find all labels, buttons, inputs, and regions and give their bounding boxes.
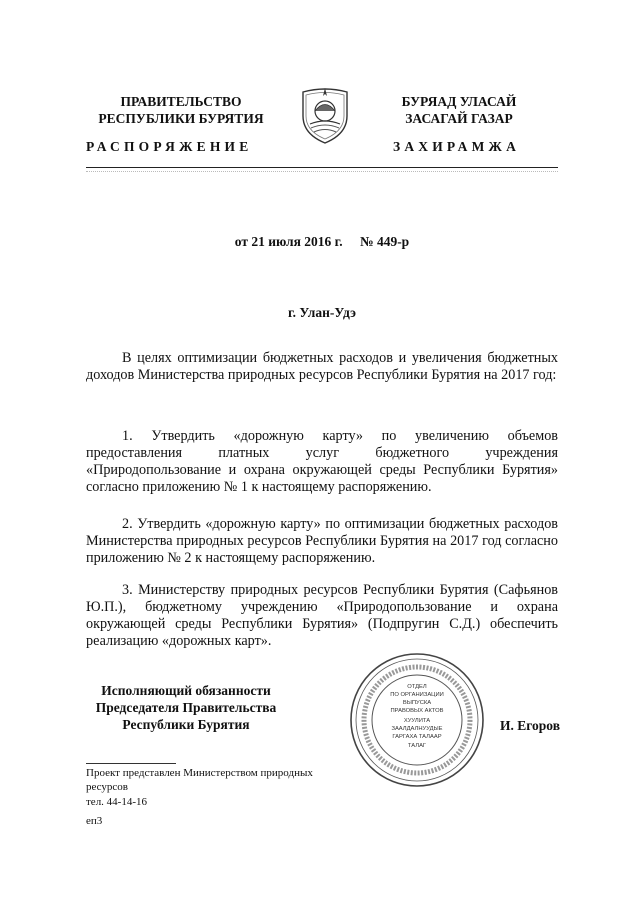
doctype-left: РАСПОРЯЖЕНИЕ	[86, 139, 253, 154]
stamp-line1: ОТДЕЛ	[407, 684, 427, 690]
stamp-line8: ТАЛАГ	[407, 743, 427, 749]
document-date: от 21 июля 2016 г.	[234, 234, 343, 249]
item-1-paragraph: 1. Утвердить «дорожную карту» по увеличению объемов предоставления платных услуг бюджетного учреждения «Природопользование и охрана окружающей среды Республики Бурятия» согласно приложению № 1 к настоящему распоряжению.	[86, 428, 558, 495]
footer-code: еп3	[86, 815, 103, 827]
signature-title-line2: Председателя Правительства	[95, 700, 277, 715]
document-city: г. Улан-Удэ	[288, 305, 356, 320]
doctype-right: ЗАХИРАМЖА	[393, 139, 521, 154]
signature-title	[86, 682, 286, 733]
header-left-block	[86, 93, 276, 127]
signature-title-line3: Республики Бурятия	[122, 717, 250, 732]
coat-of-arms-icon	[298, 84, 352, 146]
item-2-paragraph: 2. Утвердить «дорожную карту» по оптимизации бюджетных расходов Министерства природных ресурсов Республики Бурятия на 2017 год согласно приложению № 2 к настоящему распоряжению.	[86, 516, 558, 566]
stamp-line5: ХУУЛИТА	[403, 718, 431, 724]
stamp-line6: ЗААЛДАЛНУУДЫЕ	[391, 726, 443, 732]
signatory-name: И. Егоров	[499, 718, 560, 733]
header-left-line2: РЕСПУБЛИКИ БУРЯТИЯ	[98, 111, 264, 126]
item-3-paragraph: 3. Министерству природных ресурсов Республики Бурятия (Сафьянов Ю.П.), бюджетному учреждению «Природопользование и охрана окружающей среды Республики Бурятия» (Подпругин С.Д.) обеспечить реализацию «дорожных карт».	[86, 582, 558, 649]
footer-phone: тел. 44-14-16	[86, 796, 148, 808]
header-dotted-rule	[86, 171, 558, 178]
stamp-line7: ГАРГАХА ТАЛААР	[392, 734, 442, 740]
header-right-line2: ЗАСАГАЙ ГАЗАР	[405, 111, 513, 126]
header-left-line1: ПРАВИТЕЛЬСТВО	[120, 94, 242, 109]
signature-title-line1: Исполняющий обязанности	[101, 683, 271, 698]
footer-rule	[86, 763, 176, 764]
footer-line1: Проект представлен Министерством природных	[86, 767, 313, 779]
date-number-line	[86, 234, 558, 250]
stamp-line3: ВЫПУСКА	[402, 700, 432, 706]
header-rule	[86, 167, 558, 168]
stamp-line4: ПРАВОВЫХ АКТОВ	[390, 708, 444, 714]
stamp-line2: ПО ОРГАНИЗАЦИИ	[390, 692, 444, 698]
footer-line2: ресурсов	[86, 781, 128, 793]
header-right-line1: БУРЯАД УЛАСАЙ	[401, 94, 517, 109]
header-right-block	[374, 93, 544, 127]
document-number: № 449-р	[360, 234, 410, 249]
intro-paragraph: В целях оптимизации бюджетных расходов и увеличения бюджетных доходов Министерства природных ресурсов Республики Бурятия на 2017 год:	[86, 350, 558, 383]
